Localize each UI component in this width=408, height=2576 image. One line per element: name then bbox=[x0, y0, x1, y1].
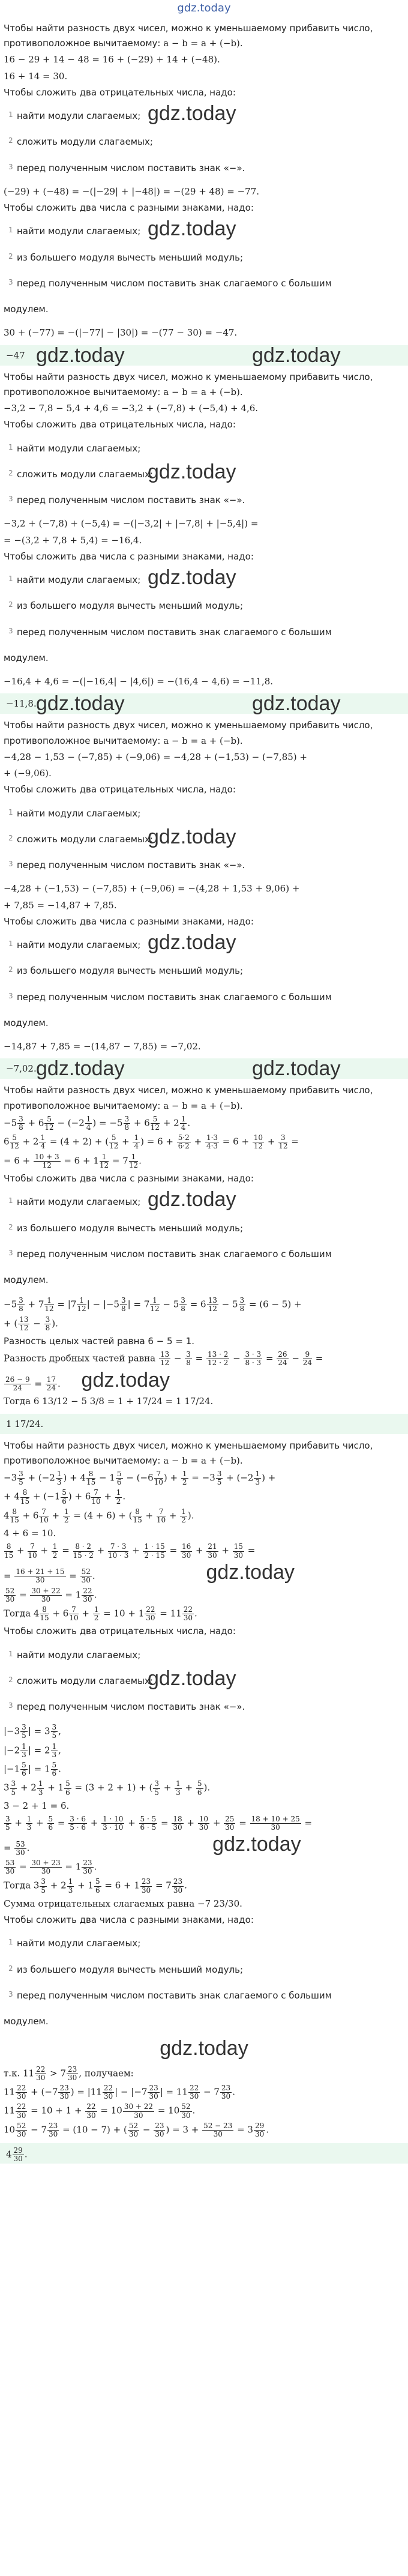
site-header[interactable]: gdz.today bbox=[177, 2, 231, 14]
add-neg-steps bbox=[4, 436, 404, 514]
e2-line-4: −16,4 + 4,6 = −(|−16,4| − |4,6|) = −(16,4 − 4,6) = −11,8. bbox=[4, 676, 274, 687]
step: 1 найти модули слагаемых; bbox=[8, 807, 141, 819]
watermark: gdz.today bbox=[36, 343, 125, 367]
step: 3 перед полученным числом поставить знак слагаемого с большим bbox=[8, 1248, 332, 1259]
watermark: gdz.today bbox=[36, 692, 125, 716]
step: 2 сложить модули слагаемых; bbox=[8, 136, 153, 148]
intro-text-2: противоположное вычитаемому: a − b = a + (−b). bbox=[4, 1100, 243, 1111]
intro-text-2: противоположное вычитаемому: a − b = a + (−b). bbox=[4, 735, 243, 746]
e5-line-14: Тогда 3 $\frac{3}{5}$ + 2 $\frac{1}{3}$ + 1 $\frac{5}{6}$ = 6 + 1 $\frac{23}{30}$ = 7 $\frac{23}{30}$ . bbox=[4, 1877, 187, 1895]
step: 1 найти модули слагаемых; gdz.today bbox=[8, 931, 236, 955]
watermark: gdz.today bbox=[252, 692, 341, 716]
step: модулем. bbox=[4, 304, 49, 315]
add-mixed-steps bbox=[4, 932, 404, 1036]
watermark: gdz.today bbox=[36, 1057, 125, 1081]
add-mixed-steps bbox=[4, 1931, 404, 2035]
e5-line-15: 11 $\frac{22}{30}$ + (−7 $\frac{23}{30}$ ) = |11 $\frac{22}{30}$ | − |−7 $\frac{23}{30}$ | = 11 $\frac{22}{30}$ − 7 $\frac{23}{30}$ . bbox=[4, 2083, 235, 2101]
step: 2 из большего модуля вычесть меньший модуль; bbox=[8, 965, 244, 977]
e5-line-3: 4 $\frac{8}{15}$ + 6 $\frac{7}{10}$ + $\frac{1}{2}$ = (4 + 6) + ( $\frac{8}{15}$ + $\frac{7}{10}$ + $\frac{1}{2}$ ). bbox=[4, 1507, 194, 1525]
watermark: gdz.today bbox=[252, 343, 341, 367]
step: 1 найти модули слагаемых; bbox=[8, 1938, 141, 1949]
step: модулем. bbox=[4, 1017, 49, 1028]
e5-line-5: $\frac{8}{15}$ + $\frac{7}{10}$ + $\frac{1}{2}$ = $\frac{8 \cdot 2}{15 \cdot 2}$ + $\frac{7 \cdot 3}{10 \cdot 3}$ + $\frac{1 \cdot 15}{2 \cdot 15}$ = $\frac{16}{30}$ + $\frac{21}{30}$ + $\frac{15}{30}$ = bbox=[4, 1542, 256, 1560]
add-neg-steps bbox=[4, 103, 404, 181]
step: модулем. bbox=[4, 652, 49, 663]
e1-line-1: 16 − 29 + 14 − 48 = 16 + (−29) + 14 + (−48). bbox=[4, 54, 220, 65]
step: 3 перед полученным числом поставить знак слагаемого с большим bbox=[8, 991, 332, 1003]
e3-line-2b: + 7,85 = −14,87 + 7,85. bbox=[4, 899, 117, 911]
e5-line-16: 11 $\frac{22}{30}$ = 10 + 1 + $\frac{22}{30}$ = 10 $\frac{30 + 22}{30}$ = 10 $\frac{52}{30}$ . bbox=[4, 2102, 196, 2120]
answer-band-5 bbox=[0, 2143, 408, 2164]
answer-1: −47 bbox=[6, 349, 25, 361]
intro-text-2: противоположное вычитаемому: a − b = a + (−b). bbox=[4, 386, 243, 397]
step: модулем. bbox=[4, 1274, 49, 1286]
answer-4: 1 17/24. bbox=[6, 1418, 44, 1429]
watermark: gdz.today bbox=[212, 1833, 301, 1856]
add-mixed-title: Чтобы сложить два числа с разными знаками, надо: bbox=[4, 1914, 254, 1926]
step: 2 сложить модули слагаемых; gdz.today bbox=[8, 460, 236, 483]
e3-line-2: −4,28 + (−1,53) − (−7,85) + (−9,06) = −(4,28 + 1,53 + 9,06) + bbox=[4, 883, 300, 894]
e4-frac-note: Разность дробных частей равна $\frac{13}{12}$ − $\frac{3}{8}$ = $\frac{13 \cdot 2}{12 \cdot 2}$ − $\frac{3 \cdot 3}{8 \cdot 3}$ = $\frac{26}{24}$ − $\frac{9}{24}$ = bbox=[4, 1350, 323, 1368]
intro-text-2: противоположное вычитаемому: a − b = a + (−b). bbox=[4, 38, 243, 49]
e3-line-1b: + (−9,06). bbox=[4, 768, 52, 779]
e4-total-line: Тогда 6 13/12 − 5 3/8 = 1 + 17/24 = 1 17/24. bbox=[4, 1396, 214, 1407]
e4-total-note: Разность целых частей равна 6 − 5 = 1. bbox=[4, 1336, 195, 1347]
add-neg-title: Чтобы сложить два отрицательных числа, надо: bbox=[4, 419, 236, 430]
e5-line-11: $\frac{3}{5}$ + $\frac{1}{3}$ + $\frac{5}{6}$ = $\frac{3 \cdot 6}{5 \cdot 6}$ + $\frac{1 \cdot 10}{3 \cdot 10}$ + $\frac{5 \cdot 5}{6 \cdot 5}$ = $\frac{18}{30}$ + $\frac{10}{30}$ + $\frac{25}{30}$ = $\frac{18 + 10 + 25}{30}$ = bbox=[5, 1815, 313, 1832]
intro-text: Чтобы найти разность двух чисел, можно к уменьшаемому прибавить число, bbox=[4, 22, 373, 34]
step: 2 из большего модуля вычесть меньший модуль; bbox=[8, 1964, 244, 1975]
e3-line-1: −4,28 − 1,53 − (−7,85) + (−9,06) = −4,28 + (−1,53) − (−7,85) + bbox=[4, 751, 307, 762]
step: 1 найти модули слагаемых; bbox=[8, 1649, 141, 1661]
intro-text-2: противоположное вычитаемому: a − b = a + (−b). bbox=[4, 1455, 243, 1466]
step: 1 найти модули слагаемых; gdz.today bbox=[8, 1188, 236, 1211]
answer-band-2 bbox=[0, 693, 408, 714]
e5-line-17: 10 $\frac{52}{30}$ − 7 $\frac{23}{30}$ = (10 − 7) + ( $\frac{52}{30}$ − $\frac{23}{30}$ ) = 3 + $\frac{52 - 23}{30}$ = 3 $\frac{29}{30}$ . bbox=[4, 2121, 269, 2138]
add-neg-steps bbox=[4, 801, 404, 879]
step: 1 найти модули слагаемых; gdz.today bbox=[8, 217, 236, 241]
e2-line-2: −3,2 + (−7,8) + (−5,4) = −(|−3,2| + |−7,8| + |−5,4|) = bbox=[4, 518, 259, 529]
e4-line-6: $\frac{26 - 9}{24}$ = $\frac{17}{24}$ . gdz.today bbox=[5, 1368, 170, 1393]
e3-line-3: −14,87 + 7,85 = −(14,87 − 7,85) = −7,02. bbox=[4, 1041, 201, 1052]
step: 3 перед полученным числом поставить знак «−». bbox=[8, 860, 245, 871]
watermark: gdz.today bbox=[252, 1057, 341, 1081]
e5-line-10: 3 − 2 + 1 = 6. bbox=[4, 1800, 70, 1811]
watermark: gdz.today bbox=[148, 566, 236, 590]
add-mixed-title: Чтобы сложить два числа с разными знаками, надо: bbox=[4, 915, 254, 927]
e4-line-3: = 6 + $\frac{10 + 3}{12}$ = 6 + 1 $\frac{1}{12}$ = 7 $\frac{1}{12}$ . bbox=[4, 1152, 142, 1169]
intro-text: Чтобы найти разность двух чисел, можно к уменьшаемому прибавить число, bbox=[4, 1440, 373, 1451]
e5-line-6: = $\frac{16 + 21 + 15}{30}$ = $\frac{52}{30}$ . gdz.today bbox=[4, 1560, 295, 1585]
watermark: gdz.today bbox=[148, 460, 236, 483]
e4-line-2: 6 $\frac{5}{12}$ + 2 $\frac{1}{4}$ = (4 + 2) + ( $\frac{5}{12}$ + $\frac{1}{4}$ ) = 6 + $\frac{5\cdot 2}{6\cdot 2}$ + $\frac{1\cdot 3}{4\cdot 3}$ = 6 + $\frac{10}{12}$ + $\frac{3}{12}$ = bbox=[4, 1133, 299, 1151]
answer-band-1 bbox=[0, 345, 408, 366]
intro-text: Чтобы найти разность двух чисел, можно к уменьшаемому прибавить число, bbox=[4, 1085, 373, 1096]
step: 2 из большего модуля вычесть меньший модуль; bbox=[8, 252, 244, 263]
e5-line-8: Тогда 4 $\frac{8}{15}$ + 6 $\frac{7}{10}$ + $\frac{1}{2}$ = 10 + 1 $\frac{22}{30}$ = 11 $\frac{22}{30}$ . bbox=[4, 1605, 197, 1623]
step: 2 сложить модули слагаемых; gdz.today bbox=[8, 825, 236, 848]
step: 2 сложить модули слагаемых; gdz.today bbox=[8, 1667, 236, 1690]
add-neg-title: Чтобы сложить два отрицательных числа, надо: bbox=[4, 1626, 236, 1637]
e5-line-9: 3 $\frac{3}{5}$ + 2 $\frac{1}{3}$ + 1 $\frac{5}{6}$ = (3 + 2 + 1) + ( $\frac{3}{5}$ + $\frac{1}{3}$ + $\frac{5}{6}$ ). bbox=[4, 1779, 211, 1797]
e5-sum-note: Сумма отрицательных слагаемых равна −7 23/30. bbox=[4, 1898, 242, 1909]
watermark: gdz.today bbox=[81, 1368, 170, 1392]
add-neg-title: Чтобы сложить два отрицательных числа, надо: bbox=[4, 86, 236, 98]
watermark: gdz.today bbox=[206, 1560, 295, 1584]
e5-line-12: = $\frac{53}{30}$ . gdz.today bbox=[4, 1833, 301, 1857]
e1-line-3: (−29) + (−48) = −(|−29| + |−48|) = −(29 + 48) = −77. bbox=[4, 186, 260, 197]
step: 3 перед полученным числом поставить знак «−». bbox=[8, 1701, 245, 1713]
add-neg-steps bbox=[4, 1642, 404, 1721]
e4-line-4: −5 $\frac{3}{8}$ + 7 $\frac{1}{12}$ = |7 $\frac{1}{12}$ | − |−5 $\frac{3}{8}$ | = 7 $\frac{1}{12}$ − 5 $\frac{3}{8}$ = 6 $\frac{13}{12}$ − 5 $\frac{3}{8}$ = (6 − 5) + bbox=[4, 1296, 302, 1314]
step: 3 перед полученным числом поставить знак слагаемого с большим bbox=[8, 1989, 332, 2001]
watermark: gdz.today bbox=[148, 1188, 236, 1211]
e2-line-3: = −(3,2 + 7,8 + 5,4) = −16,4. bbox=[4, 534, 142, 546]
add-neg-title: Чтобы сложить два отрицательных числа, надо: bbox=[4, 784, 236, 795]
e4-line-5: + ( $\frac{13}{12}$ − $\frac{3}{8}$ ). bbox=[4, 1315, 58, 1332]
step: 2 из большего модуля вычесть меньший модуль; bbox=[8, 1222, 244, 1234]
e1-line-4: 30 + (−77) = −(|−77| − |30|) = −(77 − 30) = −47. bbox=[4, 327, 238, 339]
step: модулем. bbox=[4, 2016, 49, 2027]
add-mixed-title: Чтобы сложить два числа с разными знаками, надо: bbox=[4, 550, 254, 562]
step: 3 перед полученным числом поставить знак «−». bbox=[8, 162, 245, 173]
step: 1 найти модули слагаемых; gdz.today bbox=[8, 102, 236, 125]
add-mixed-steps bbox=[4, 219, 404, 322]
step: 1 найти модули слагаемых; gdz.today bbox=[8, 566, 236, 590]
answer-3: −7,02. bbox=[6, 1063, 37, 1075]
intro-text: Чтобы найти разность двух чисел, можно к уменьшаемому прибавить число, bbox=[4, 371, 373, 382]
e5-mod-2: |−2 $\frac{1}{3}$ | = 2 $\frac{1}{3}$ , bbox=[4, 1742, 61, 1759]
add-mixed-steps bbox=[4, 567, 404, 671]
add-mixed-steps bbox=[4, 1189, 404, 1293]
add-mixed-title: Чтобы сложить два числа с разными знаками, надо: bbox=[4, 1173, 254, 1184]
answer-5: 4 $\frac{29}{30}$ . bbox=[6, 2146, 28, 2164]
watermark: gdz.today bbox=[148, 217, 236, 241]
answer-2: −11,8. bbox=[6, 698, 37, 710]
e5-line-1: −3 $\frac{3}{5}$ + (−2 $\frac{1}{3}$ ) + 4 $\frac{8}{15}$ − 1 $\frac{5}{6}$ − (−6 $\frac{7}{10}$ ) + $\frac{1}{2}$ = −3 $\frac{3}{5}$ + (−2 $\frac{1}{3}$ ) + bbox=[4, 1470, 276, 1487]
step: 3 перед полученным числом поставить знак «−». bbox=[8, 495, 245, 506]
answer-band-4 bbox=[0, 1414, 408, 1434]
step: 3 перед полученным числом поставить знак слагаемого с большим bbox=[8, 626, 332, 638]
e5-line-2: + 4 $\frac{8}{15}$ + (−1 $\frac{5}{6}$ ) + 6 $\frac{7}{10}$ + $\frac{1}{2}$ . bbox=[4, 1488, 126, 1506]
add-mixed-title: Чтобы сложить два числа с разными знаками, надо: bbox=[4, 202, 254, 214]
e5-line-7: $\frac{52}{30}$ = $\frac{30 + 22}{30}$ = 1 $\frac{22}{30}$ . bbox=[5, 1586, 97, 1603]
watermark: gdz.today bbox=[148, 1667, 236, 1690]
e5-mod-3: |−1 $\frac{5}{6}$ | = 1 $\frac{5}{6}$ . bbox=[4, 1761, 61, 1778]
answer-band-3 bbox=[0, 1058, 408, 1079]
watermark: gdz.today bbox=[148, 825, 236, 848]
e1-line-2: 16 + 14 = 30. bbox=[4, 70, 68, 82]
step: 2 из большего модуля вычесть меньший модуль; bbox=[8, 600, 244, 612]
e5-mod-1: |−3 $\frac{3}{5}$ | = 3 $\frac{3}{5}$ , bbox=[4, 1723, 61, 1740]
watermark: gdz.today bbox=[160, 2037, 248, 2060]
step: 1 найти модули слагаемых; bbox=[8, 442, 141, 454]
e4-line-1: −5 $\frac{3}{8}$ + 6 $\frac{5}{12}$ − (−2 $\frac{1}{4}$ ) = −5 $\frac{3}{8}$ + 6 $\frac{5}{12}$ + 2 $\frac{1}{4}$ . bbox=[4, 1114, 191, 1132]
e5-line-4: 4 + 6 = 10. bbox=[4, 1528, 56, 1539]
e5-tk: т.к. 11 $\frac{22}{30}$ > 7 $\frac{23}{30}$ , получаем: bbox=[4, 2065, 134, 2082]
watermark: gdz.today bbox=[148, 102, 236, 125]
watermark: gdz.today bbox=[148, 931, 236, 955]
e5-line-13: $\frac{53}{30}$ = $\frac{30 + 23}{30}$ = 1 $\frac{23}{30}$ . bbox=[5, 1859, 97, 1876]
step: 3 перед полученным числом поставить знак слагаемого с большим bbox=[8, 277, 332, 289]
intro-text: Чтобы найти разность двух чисел, можно к уменьшаемому прибавить число, bbox=[4, 720, 373, 731]
e2-line-1: −3,2 − 7,8 − 5,4 + 4,6 = −3,2 + (−7,8) + (−5,4) + 4,6. bbox=[4, 403, 259, 414]
